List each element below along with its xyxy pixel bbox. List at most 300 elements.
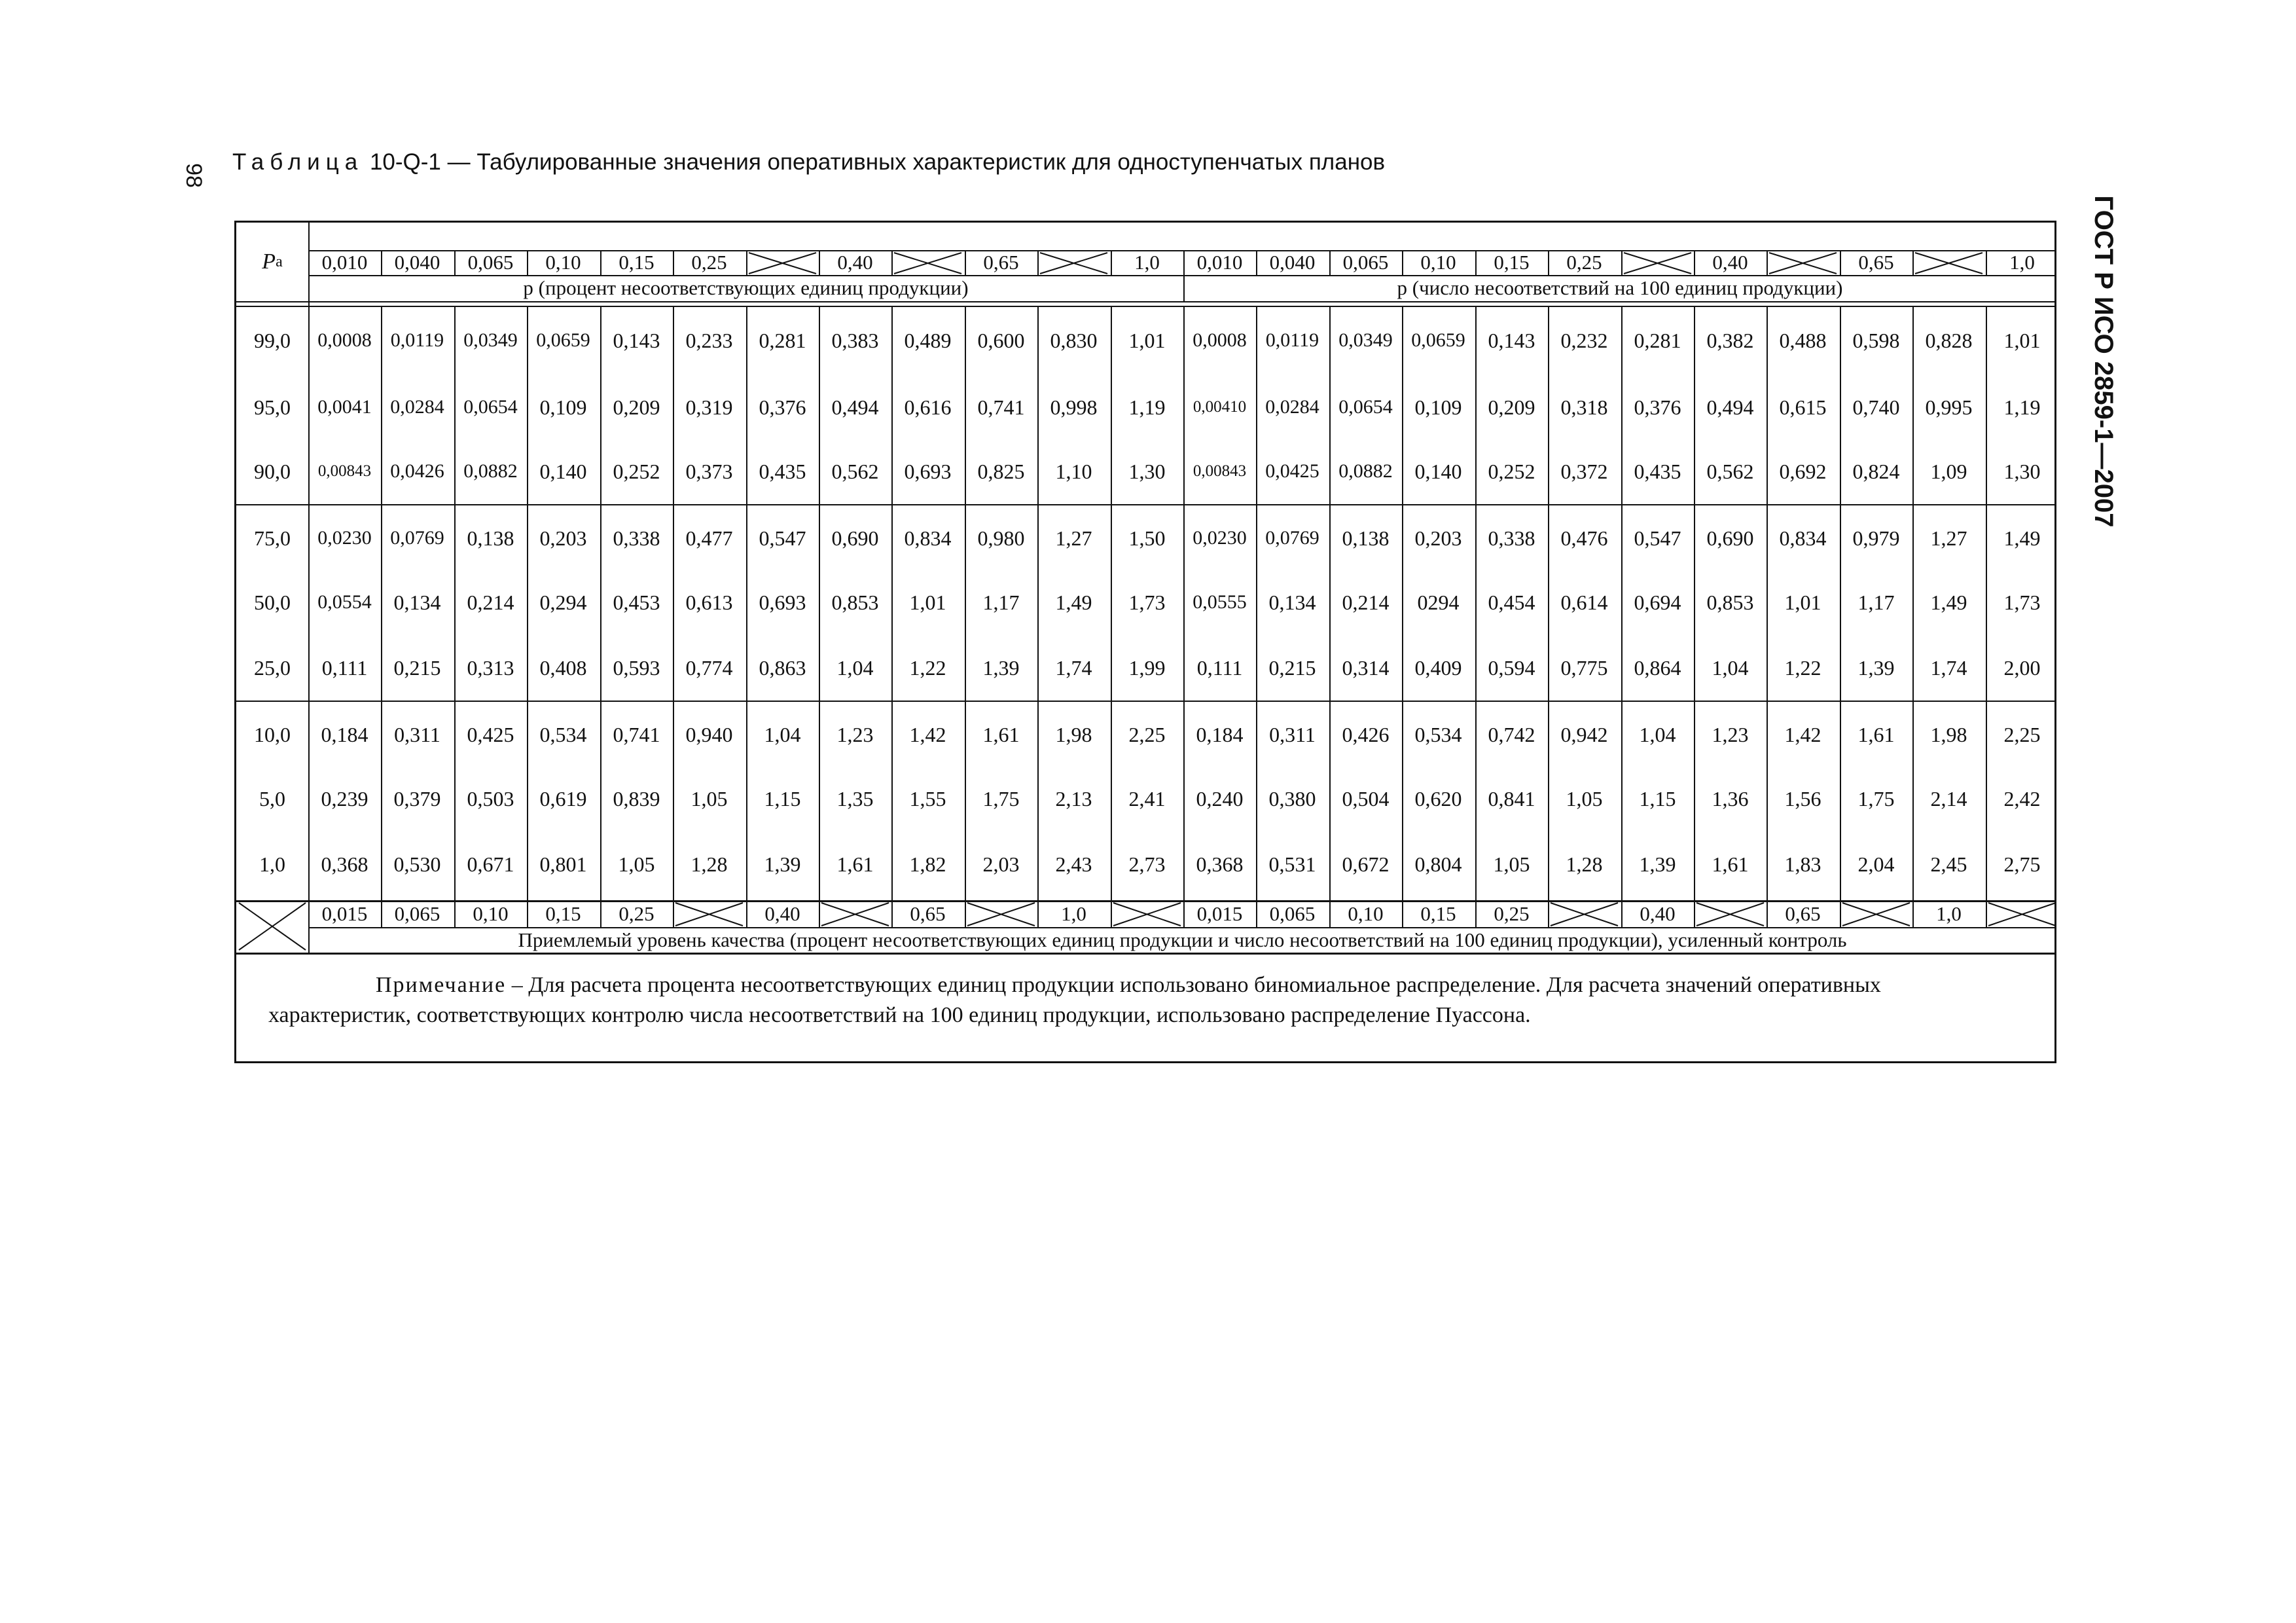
table-cell: 0,184 <box>1196 722 1244 746</box>
grid-line <box>236 953 2056 955</box>
table-cell: 0,0008 <box>317 329 372 351</box>
table-cell: 0,0230 <box>317 527 372 549</box>
table-cell: 0,0882 <box>1338 460 1393 482</box>
table-cell: 0,426 <box>1342 722 1390 746</box>
table-cell: 2,45 <box>1930 852 1967 876</box>
table-cell: 1,19 <box>1128 395 1166 419</box>
table-cell: 1,04 <box>1639 722 1676 746</box>
aql-cross-mark <box>1624 253 1691 274</box>
normal-aql-cell: 0,10 <box>545 251 581 274</box>
table-cell: 1,39 <box>1639 852 1676 876</box>
table-cell: 1,49 <box>1930 590 1967 614</box>
table-cell: 0,338 <box>1488 526 1535 550</box>
aql-cross-mark <box>749 253 816 274</box>
table-cell: 1,05 <box>1493 852 1530 876</box>
table-cell: 1,05 <box>691 786 728 811</box>
table-cell: 1,09 <box>1930 459 1967 483</box>
aql-cross-mark <box>967 903 1035 926</box>
table-cell: 0,311 <box>394 722 440 746</box>
table-cell: 0,184 <box>321 722 368 746</box>
table-cell: 0,979 <box>1852 526 1900 550</box>
column-line <box>1111 900 1112 927</box>
table-cell: 0,864 <box>1634 655 1681 680</box>
pa-value: 10,0 <box>254 722 291 746</box>
aql-cross-mark <box>1842 903 1910 926</box>
table-cell: 0,138 <box>1342 526 1390 550</box>
table-cell: 0,134 <box>1268 590 1316 614</box>
table-cell: 1,61 <box>982 722 1020 746</box>
table-cell: 0,0654 <box>1338 396 1393 418</box>
table-cell: 0,313 <box>467 655 514 680</box>
aql-cross-mark <box>1915 253 1982 274</box>
table-cell: 0,942 <box>1560 722 1608 746</box>
table-cell: 1,30 <box>1128 459 1166 483</box>
aql-cross-mark <box>1696 903 1764 926</box>
pa-value: 75,0 <box>254 526 291 550</box>
column-line <box>1767 250 1768 275</box>
table-cell: 0,693 <box>759 590 806 614</box>
table-cell: 1,56 <box>1784 786 1821 811</box>
table-cell: 1,61 <box>1712 852 1749 876</box>
tightened-aql-cell: 1,0 <box>1061 902 1086 925</box>
grid-line <box>236 306 2056 307</box>
table-cell: 0,373 <box>685 459 733 483</box>
table-cell: 0,382 <box>1706 328 1754 352</box>
table-cell: 0,294 <box>539 590 587 614</box>
pa-value: 99,0 <box>254 328 291 352</box>
column-line <box>1986 900 1987 927</box>
table-cell: 0,841 <box>1488 786 1535 811</box>
table-cell: 2,04 <box>1857 852 1895 876</box>
table-note <box>268 970 2022 1030</box>
table-cell: 0,853 <box>831 590 879 614</box>
table-cell: 1,23 <box>836 722 874 746</box>
table-cell: 0,825 <box>977 459 1025 483</box>
table-title-prefix: Таблица <box>232 149 364 175</box>
normal-aql-cell: 0,15 <box>1494 251 1530 274</box>
table-cell: 0,0119 <box>1265 329 1319 351</box>
table-cell: 0,740 <box>1852 395 1900 419</box>
table-cell: 1,73 <box>1128 590 1166 614</box>
table-cell: 0,0008 <box>1193 329 1247 351</box>
table-cell: 0,494 <box>831 395 879 419</box>
table-title-text: 10-Q-1 — Табулированные значения оперативных характеристик для одноступенчатых планов <box>369 149 1386 175</box>
sub-header-per-hundred: p (число несоответствий на 100 единиц продукции) <box>1397 276 1843 299</box>
table-cell: 0,0041 <box>317 396 372 418</box>
table-cell: 2,41 <box>1128 786 1166 811</box>
grid-line <box>236 301 2056 302</box>
pa-header <box>236 223 308 301</box>
table-cell: 1,82 <box>909 852 946 876</box>
column-line <box>819 900 820 927</box>
tightened-aql-cell: 0,65 <box>1785 902 1821 925</box>
table-cell: 0,215 <box>393 655 441 680</box>
table-cell: 1,74 <box>1930 655 1967 680</box>
table-cell: 0,980 <box>977 526 1025 550</box>
table-cell: 0,214 <box>467 590 514 614</box>
tightened-aql-cell: 0,25 <box>619 902 655 925</box>
table-cell: 0,694 <box>1634 590 1681 614</box>
pa-value: 25,0 <box>254 655 291 680</box>
table-cell: 0,0554 <box>317 591 372 613</box>
normal-aql-cell: 0,040 <box>394 251 440 274</box>
table-cell: 0,774 <box>685 655 733 680</box>
normal-aql-cell: 0,065 <box>467 251 514 274</box>
table-cell: 0,383 <box>831 328 879 352</box>
table-cell: 0,380 <box>1268 786 1316 811</box>
table-cell: 0,834 <box>1779 526 1827 550</box>
table-cell: 1,83 <box>1784 852 1821 876</box>
table-cell: 0,233 <box>685 328 733 352</box>
table-cell: 0,503 <box>467 786 514 811</box>
table-cell: 0,0230 <box>1193 527 1247 549</box>
table-cell: 0,134 <box>393 590 441 614</box>
table-cell: 0,338 <box>613 526 660 550</box>
table-cell: 1,17 <box>1857 590 1895 614</box>
table-cell: 1,19 <box>2003 395 2041 419</box>
aql-cross-mark <box>1113 903 1181 926</box>
normal-aql-cell: 1,0 <box>1134 251 1160 274</box>
normal-aql-cell: 0,65 <box>1858 251 1894 274</box>
table-cell: 2,13 <box>1055 786 1092 811</box>
table-cell: 1,27 <box>1055 526 1092 550</box>
column-line <box>965 900 966 927</box>
table-cell: 1,28 <box>1566 852 1603 876</box>
table-cell: 0,494 <box>1706 395 1754 419</box>
table-cell: 0,690 <box>831 526 879 550</box>
table-cell: 0,804 <box>1414 852 1462 876</box>
tightened-aql-cell: 0,015 <box>1196 902 1243 925</box>
table-cell: 0,435 <box>1634 459 1681 483</box>
table-cell: 1,42 <box>1784 722 1821 746</box>
table-cell: 0,853 <box>1706 590 1754 614</box>
table-cell: 0,672 <box>1342 852 1390 876</box>
table-cell: 0,0284 <box>390 396 444 418</box>
table-cell: 0,0654 <box>463 396 518 418</box>
table-cell: 0,547 <box>1634 526 1681 550</box>
oc-table <box>234 221 2056 1063</box>
table-cell: 0,998 <box>1050 395 1098 419</box>
table-cell: 1,27 <box>1930 526 1967 550</box>
table-cell: 2,75 <box>2003 852 2041 876</box>
tightened-aql-cell: 0,10 <box>473 902 509 925</box>
table-cell: 0,593 <box>613 655 660 680</box>
table-cell: 0,454 <box>1488 590 1535 614</box>
tightened-aql-cell: 1,0 <box>1936 902 1962 925</box>
tightened-aql-cell: 0,65 <box>910 902 946 925</box>
table-cell: 2,43 <box>1055 852 1092 876</box>
table-cell: 0,209 <box>613 395 660 419</box>
table-cell: 0,0349 <box>463 329 518 351</box>
table-cell: 0,824 <box>1852 459 1900 483</box>
table-cell: 0,477 <box>685 526 733 550</box>
pa-subscript: a <box>276 253 283 270</box>
table-cell: 0,215 <box>1268 655 1316 680</box>
table-cell: 0,453 <box>613 590 660 614</box>
tightened-aql-cell: 0,40 <box>1640 902 1676 925</box>
normal-aql-cell: 0,40 <box>837 251 873 274</box>
table-cell: 0,109 <box>1414 395 1462 419</box>
table-cell: 1,74 <box>1055 655 1092 680</box>
table-cell: 0,239 <box>321 786 368 811</box>
table-cell: 0,240 <box>1196 786 1244 811</box>
table-cell: 0,594 <box>1488 655 1535 680</box>
column-line <box>1621 250 1623 275</box>
pa-value: 90,0 <box>254 459 291 483</box>
table-cell: 0,476 <box>1560 526 1608 550</box>
table-cell: 0,314 <box>1342 655 1390 680</box>
table-cell: 1,36 <box>1712 786 1749 811</box>
normal-aql-cell: 0,10 <box>1420 251 1456 274</box>
table-cell: 0,504 <box>1342 786 1390 811</box>
bottom-header: Приемлемый уровень качества (процент несоответствующих единиц продукции и число несоответствий на 100 единиц продукции), усиленный контроль <box>518 928 1847 951</box>
table-cell: 1,30 <box>2003 459 2041 483</box>
table-cell: 0,615 <box>1779 395 1827 419</box>
corner-cross-mark <box>239 903 306 950</box>
aql-cross-mark <box>1551 903 1618 926</box>
tightened-aql-cell: 0,25 <box>1494 902 1530 925</box>
normal-aql-cell: 0,65 <box>983 251 1019 274</box>
table-cell: 0,209 <box>1488 395 1535 419</box>
tightened-aql-cell: 0,015 <box>321 902 368 925</box>
table-cell: 0,489 <box>904 328 952 352</box>
table-cell: 1,28 <box>691 852 728 876</box>
table-cell: 0,830 <box>1050 328 1098 352</box>
table-cell: 1,98 <box>1055 722 1092 746</box>
normal-aql-cell: 0,25 <box>1566 251 1602 274</box>
table-cell: 0,534 <box>1414 722 1462 746</box>
table-cell: 0,0882 <box>463 460 518 482</box>
table-cell: 1,01 <box>2003 328 2041 352</box>
table-cell: 1,35 <box>836 786 874 811</box>
table-cell: 1,39 <box>764 852 801 876</box>
aql-cross-mark <box>1988 903 2056 926</box>
pa-value: 1,0 <box>259 852 285 876</box>
table-cell: 0,203 <box>1414 526 1462 550</box>
table-cell: 0,281 <box>1634 328 1681 352</box>
table-cell: 1,22 <box>909 655 946 680</box>
tightened-aql-cell: 0,065 <box>394 902 440 925</box>
table-cell: 0,00843 <box>317 462 372 480</box>
table-cell: 1,10 <box>1055 459 1092 483</box>
normal-aql-cell: 0,25 <box>691 251 727 274</box>
table-cell: 0,828 <box>1925 328 1973 352</box>
table-cell: 0,547 <box>759 526 806 550</box>
table-cell: 0,00843 <box>1193 462 1247 480</box>
table-cell: 0,692 <box>1779 459 1827 483</box>
normal-aql-cell: 0,010 <box>1196 251 1243 274</box>
table-cell: 1,42 <box>909 722 946 746</box>
table-cell: 1,01 <box>1784 590 1821 614</box>
sub-header-percent: p (процент несоответствующих единиц продукции) <box>523 276 969 299</box>
column-line <box>1912 250 1914 275</box>
table-cell: 0,742 <box>1488 722 1535 746</box>
table-cell: 0,140 <box>1414 459 1462 483</box>
table-cell: 2,25 <box>1128 722 1166 746</box>
table-cell: 1,49 <box>2003 526 2041 550</box>
column-line <box>1548 900 1549 927</box>
table-cell: 0,0284 <box>1265 396 1319 418</box>
table-cell: 0,111 <box>1196 655 1243 680</box>
table-cell: 0,671 <box>467 852 514 876</box>
pa-label: P <box>262 249 276 274</box>
table-title <box>232 149 1385 175</box>
table-cell: 0,839 <box>613 786 660 811</box>
table-cell: 0,409 <box>1414 655 1462 680</box>
column-line <box>1840 900 1841 927</box>
tightened-aql-cell: 0,065 <box>1269 902 1316 925</box>
table-cell: 0,741 <box>977 395 1025 419</box>
table-cell: 0,379 <box>393 786 441 811</box>
table-cell: 0,252 <box>1488 459 1535 483</box>
table-cell: 1,98 <box>1930 722 1967 746</box>
table-cell: 1,73 <box>2003 590 2041 614</box>
table-cell: 0,600 <box>977 328 1025 352</box>
table-cell: 0,0769 <box>390 527 444 549</box>
table-cell: 1,04 <box>1712 655 1749 680</box>
table-cell: 0,0349 <box>1338 329 1393 351</box>
normal-aql-cell: 0,40 <box>1712 251 1748 274</box>
table-cell: 0,0555 <box>1193 591 1247 613</box>
table-cell: 0,0426 <box>390 460 444 482</box>
table-cell: 0,435 <box>759 459 806 483</box>
table-cell: 0,534 <box>539 722 587 746</box>
aql-cross-mark <box>1040 253 1107 274</box>
table-cell: 0,0659 <box>1411 329 1465 351</box>
table-cell: 0,562 <box>831 459 879 483</box>
table-cell: 1,04 <box>836 655 874 680</box>
table-cell: 0,690 <box>1706 526 1754 550</box>
table-cell: 0,0425 <box>1265 460 1319 482</box>
table-cell: 0,616 <box>904 395 952 419</box>
top-header <box>308 223 2056 250</box>
table-cell: 1,15 <box>764 786 801 811</box>
table-cell: 0,0659 <box>536 329 590 351</box>
aql-cross-mark <box>1769 253 1837 274</box>
column-line <box>1694 900 1695 927</box>
table-cell: 0,203 <box>539 526 587 550</box>
note-lead: Примечание <box>376 973 507 997</box>
table-cell: 0,368 <box>321 852 368 876</box>
table-cell: 0294 <box>1417 590 1460 614</box>
table-cell: 0,863 <box>759 655 806 680</box>
table-cell: 0,562 <box>1706 459 1754 483</box>
table-cell: 1,23 <box>1712 722 1749 746</box>
table-cell: 0,488 <box>1779 328 1827 352</box>
tightened-aql-cell: 0,10 <box>1348 902 1384 925</box>
table-cell: 1,17 <box>982 590 1020 614</box>
table-cell: 1,61 <box>1857 722 1895 746</box>
table-cell: 0,995 <box>1925 395 1973 419</box>
normal-aql-cell: 0,15 <box>619 251 655 274</box>
table-cell: 0,252 <box>613 459 660 483</box>
table-cell: 0,281 <box>759 328 806 352</box>
table-cell: 0,614 <box>1560 590 1608 614</box>
table-cell: 0,620 <box>1414 786 1462 811</box>
table-cell: 1,04 <box>764 722 801 746</box>
table-cell: 0,619 <box>539 786 587 811</box>
table-cell: 1,99 <box>1128 655 1166 680</box>
table-cell: 1,01 <box>909 590 946 614</box>
table-cell: 1,39 <box>1857 655 1895 680</box>
table-cell: 0,693 <box>904 459 952 483</box>
table-cell: 0,408 <box>539 655 587 680</box>
table-cell: 2,14 <box>1930 786 1967 811</box>
table-cell: 0,531 <box>1268 852 1316 876</box>
pa-value: 50,0 <box>254 590 291 614</box>
table-cell: 0,0769 <box>1265 527 1319 549</box>
table-cell: 0,311 <box>1269 722 1316 746</box>
table-cell: 0,368 <box>1196 852 1244 876</box>
table-cell: 1,01 <box>1128 328 1166 352</box>
column-line <box>1037 250 1039 275</box>
table-cell: 1,50 <box>1128 526 1166 550</box>
aql-cross-mark <box>821 903 889 926</box>
tightened-aql-cell: 0,15 <box>545 902 581 925</box>
table-cell: 0,318 <box>1560 395 1608 419</box>
aql-cross-mark <box>894 253 961 274</box>
table-cell: 0,376 <box>1634 395 1681 419</box>
table-cell: 0,372 <box>1560 459 1608 483</box>
table-cell: 1,75 <box>982 786 1020 811</box>
table-cell: 0,801 <box>539 852 587 876</box>
table-cell: 0,834 <box>904 526 952 550</box>
table-cell: 1,49 <box>1055 590 1092 614</box>
table-cell: 0,940 <box>685 722 733 746</box>
table-cell: 0,598 <box>1852 328 1900 352</box>
table-cell: 1,55 <box>909 786 946 811</box>
column-line <box>891 250 893 275</box>
standard-code: ГОСТ Р ИСО 2859-1—2007 <box>2089 195 2118 528</box>
normal-aql-cell: 1,0 <box>2009 251 2035 274</box>
table-cell: 2,42 <box>2003 786 2041 811</box>
table-cell: 0,109 <box>539 395 587 419</box>
table-cell: 0,613 <box>685 590 733 614</box>
aql-cross-mark <box>675 903 743 926</box>
table-cell: 0,111 <box>321 655 368 680</box>
table-cell: 0,0119 <box>390 329 444 351</box>
table-cell: 2,73 <box>1128 852 1166 876</box>
table-cell: 0,319 <box>685 395 733 419</box>
table-cell: 0,143 <box>1488 328 1535 352</box>
column-line <box>673 900 674 927</box>
table-cell: 0,232 <box>1560 328 1608 352</box>
pa-value: 95,0 <box>254 395 291 419</box>
normal-aql-cell: 0,065 <box>1342 251 1389 274</box>
table-cell: 1,15 <box>1639 786 1676 811</box>
table-cell: 2,03 <box>982 852 1020 876</box>
note-text: – Для расчета процента несоответствующих единиц продукции использовано биномиальное распределение. Для расчета значений оперативных характеристик, соответствующих контролю числа несоответствий на 100 единиц продукции, использовано распределение Пуассона. <box>268 973 1881 1027</box>
table-cell: 0,741 <box>613 722 660 746</box>
page-number: 98 <box>181 163 206 188</box>
tightened-aql-cell: 0,40 <box>764 902 800 925</box>
table-cell: 0,775 <box>1560 655 1608 680</box>
column-line <box>746 250 747 275</box>
table-cell: 0,143 <box>613 328 660 352</box>
table-cell: 0,530 <box>393 852 441 876</box>
table-cell: 0,376 <box>759 395 806 419</box>
table-cell: 1,05 <box>1566 786 1603 811</box>
table-cell: 0,214 <box>1342 590 1390 614</box>
table-cell: 2,00 <box>2003 655 2041 680</box>
pa-value: 5,0 <box>259 786 285 811</box>
table-cell: 0,138 <box>467 526 514 550</box>
tightened-aql-cell: 0,15 <box>1420 902 1456 925</box>
table-cell: 1,75 <box>1857 786 1895 811</box>
table-cell: 1,39 <box>982 655 1020 680</box>
table-cell: 0,140 <box>539 459 587 483</box>
normal-aql-cell: 0,040 <box>1269 251 1316 274</box>
